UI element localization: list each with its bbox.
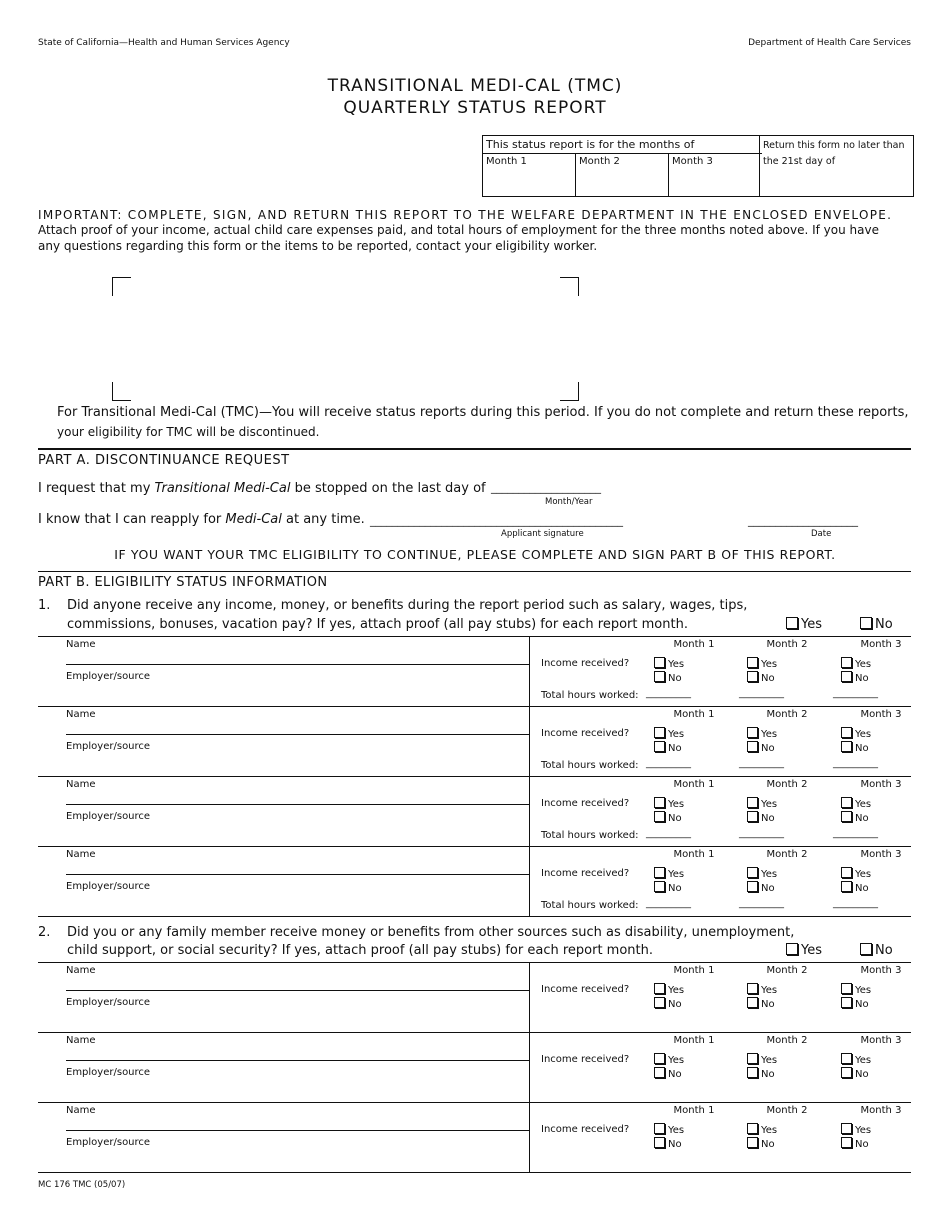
income-yes-option[interactable]: Yes	[747, 797, 777, 810]
hours-field[interactable]: _________	[739, 688, 784, 699]
address-window-corner-bl	[112, 382, 131, 401]
month1-label: Month 1	[486, 156, 527, 167]
employer-label: Employer/source	[66, 671, 151, 682]
income-received-label: Income received?	[541, 1054, 630, 1065]
name-label: Name	[66, 1105, 96, 1116]
income-row	[38, 1032, 911, 1102]
name-label: Name	[66, 639, 96, 650]
income-no-option[interactable]: No	[654, 741, 682, 754]
name-label: Name	[66, 779, 96, 790]
income-yes-option[interactable]: Yes	[654, 1053, 684, 1066]
checkbox-icon[interactable]	[654, 671, 665, 682]
income-yes-option[interactable]: Yes	[747, 1053, 777, 1066]
income-yes-option[interactable]: Yes	[747, 983, 777, 996]
income-yes-option[interactable]: Yes	[654, 867, 684, 880]
income-received-label: Income received?	[541, 658, 630, 669]
checkbox-icon[interactable]	[654, 881, 665, 892]
return-deadline-field[interactable]	[763, 138, 911, 170]
tmc-notice-line1: For Transitional Medi-Cal (TMC)—You will receive status reports during this period. If you do not complete and return these reports,	[57, 405, 909, 420]
name-field[interactable]	[66, 1130, 529, 1131]
month1-field[interactable]	[483, 154, 575, 196]
month3-label: Month 3	[672, 156, 713, 167]
hours-field[interactable]: _________	[646, 898, 691, 909]
income-row	[38, 706, 911, 776]
month-header: Month 1	[673, 639, 715, 650]
discontinue-request-text: I request that my Transitional Medi-Cal be stopped on the last day of	[38, 481, 486, 496]
name-field[interactable]	[66, 734, 529, 735]
checkbox-icon[interactable]	[841, 657, 852, 668]
q2-yes-option[interactable]: Yes	[786, 943, 822, 958]
month-header: Month 2	[766, 709, 808, 720]
income-yes-option[interactable]: Yes	[747, 1123, 777, 1136]
income-no-option[interactable]: No	[654, 671, 682, 684]
income-received-label: Income received?	[541, 868, 630, 879]
income-yes-option[interactable]: Yes	[841, 983, 871, 996]
checkbox-icon[interactable]	[747, 867, 758, 878]
month-header: Month 1	[673, 1035, 715, 1046]
checkbox-icon[interactable]	[654, 983, 665, 994]
form-title-line2: QUARTERLY STATUS REPORT	[343, 98, 607, 118]
important-line2: Attach proof of your income, actual child care expenses paid, and total hours of employment for the three months noted above. If you have	[38, 223, 879, 237]
total-hours-label: Total hours worked:	[541, 830, 639, 841]
part-b-heading: PART B. ELIGIBILITY STATUS INFORMATION	[38, 575, 328, 590]
hours-field[interactable]: _________	[833, 898, 878, 909]
checkbox-icon[interactable]	[841, 797, 852, 808]
checkbox-icon[interactable]	[654, 797, 665, 808]
address-window-corner-tl	[112, 277, 131, 296]
q1-line1: Did anyone receive any income, money, or benefits during the report period such as salary, wages, tips,	[67, 598, 748, 613]
income-no-option[interactable]: No	[747, 997, 775, 1010]
important-line1: IMPORTANT: COMPLETE, SIGN, AND RETURN THIS REPORT TO THE WELFARE DEPARTMENT IN THE ENCLOSED ENVELOPE.	[38, 208, 893, 222]
month-header: Month 1	[673, 779, 715, 790]
checkbox-icon[interactable]	[841, 1067, 852, 1078]
income-no-option[interactable]: No	[841, 811, 869, 824]
checkbox-icon[interactable]	[841, 867, 852, 878]
month-header: Month 3	[860, 1035, 902, 1046]
checkbox-icon[interactable]	[747, 1053, 758, 1064]
divider	[38, 571, 911, 572]
q1-number: 1.	[38, 598, 51, 613]
checkbox-icon[interactable]	[654, 867, 665, 878]
month-header: Month 3	[860, 709, 902, 720]
checkbox-icon[interactable]	[654, 1123, 665, 1134]
month-header: Month 2	[766, 1105, 808, 1116]
income-no-option[interactable]: No	[654, 1067, 682, 1080]
month-header: Month 2	[766, 779, 808, 790]
income-no-option[interactable]: No	[747, 1137, 775, 1150]
name-field[interactable]	[66, 804, 529, 805]
checkbox-icon[interactable]	[654, 741, 665, 752]
checkbox-icon[interactable]	[841, 811, 852, 822]
name-field[interactable]	[66, 874, 529, 875]
income-no-option[interactable]: No	[747, 811, 775, 824]
hours-field[interactable]: _________	[646, 828, 691, 839]
name-label: Name	[66, 709, 96, 720]
total-hours-label: Total hours worked:	[541, 690, 639, 701]
income-no-option[interactable]: No	[841, 1137, 869, 1150]
checkbox-icon[interactable]	[841, 741, 852, 752]
month-header: Month 3	[860, 849, 902, 860]
income-received-label: Income received?	[541, 728, 630, 739]
month-header: Month 1	[673, 965, 715, 976]
month-year-caption: Month/Year	[545, 497, 593, 507]
income-yes-option[interactable]: Yes	[654, 727, 684, 740]
checkbox-icon[interactable]	[747, 983, 758, 994]
month-header: Month 2	[766, 639, 808, 650]
months-box-label: This status report is for the months of	[483, 136, 762, 154]
month-header: Month 1	[673, 849, 715, 860]
income-yes-option[interactable]: Yes	[654, 797, 684, 810]
income-row	[38, 962, 911, 1032]
department-name: Department of Health Care Services	[748, 38, 911, 48]
name-label: Name	[66, 1035, 96, 1046]
checkbox-icon[interactable]	[747, 1137, 758, 1148]
form-number: MC 176 TMC (05/07)	[38, 1180, 126, 1190]
month-header: Month 3	[860, 779, 902, 790]
checkbox-icon[interactable]	[747, 997, 758, 1008]
employer-label: Employer/source	[66, 1067, 151, 1078]
income-yes-option[interactable]: Yes	[841, 1053, 871, 1066]
q1-yes-option[interactable]: Yes	[786, 617, 822, 632]
checkbox-icon[interactable]	[747, 1067, 758, 1078]
income-received-label: Income received?	[541, 798, 630, 809]
return-line1: Return this form no later than	[763, 140, 905, 151]
months-box	[482, 135, 914, 197]
checkbox-icon[interactable]	[654, 811, 665, 822]
income-no-option[interactable]: No	[841, 671, 869, 684]
hours-field[interactable]: _________	[833, 828, 878, 839]
divider	[38, 448, 911, 450]
hours-field[interactable]: _________	[739, 898, 784, 909]
income-yes-option[interactable]: Yes	[841, 727, 871, 740]
checkbox-icon[interactable]	[747, 881, 758, 892]
employer-label: Employer/source	[66, 1137, 151, 1148]
income-yes-option[interactable]: Yes	[841, 867, 871, 880]
signature-caption: Applicant signature	[501, 529, 584, 539]
month-header: Month 3	[860, 1105, 902, 1116]
income-yes-option[interactable]: Yes	[841, 797, 871, 810]
checkbox-icon[interactable]	[747, 797, 758, 808]
month-header: Month 1	[673, 709, 715, 720]
reapply-text: I know that I can reapply for Medi-Cal at any time.	[38, 512, 365, 527]
month-header: Month 2	[766, 965, 808, 976]
q2-number: 2.	[38, 925, 51, 940]
hours-field[interactable]: _________	[739, 828, 784, 839]
checkbox-icon[interactable]	[841, 983, 852, 994]
income-yes-option[interactable]: Yes	[841, 1123, 871, 1136]
name-label: Name	[66, 849, 96, 860]
hours-field[interactable]: _________	[833, 758, 878, 769]
q2-no-option[interactable]: No	[860, 943, 893, 958]
employer-label: Employer/source	[66, 997, 151, 1008]
income-received-label: Income received?	[541, 984, 630, 995]
month-header: Month 3	[860, 639, 902, 650]
hours-field[interactable]: _________	[646, 688, 691, 699]
month-header: Month 2	[766, 849, 808, 860]
checkbox-icon[interactable]	[654, 657, 665, 668]
employer-label: Employer/source	[66, 881, 151, 892]
month3-field[interactable]	[669, 154, 759, 196]
checkbox-icon[interactable]	[747, 657, 758, 668]
hours-field[interactable]: _________	[833, 688, 878, 699]
checkbox-icon[interactable]	[841, 671, 852, 682]
income-no-option[interactable]: No	[747, 671, 775, 684]
checkbox-icon[interactable]	[786, 943, 798, 955]
hours-field[interactable]: _________	[739, 758, 784, 769]
income-row	[38, 636, 911, 706]
name-field[interactable]	[66, 990, 529, 991]
checkbox-icon[interactable]	[654, 997, 665, 1008]
name-field[interactable]	[66, 1060, 529, 1061]
checkbox-icon[interactable]	[654, 1067, 665, 1078]
income-yes-option[interactable]: Yes	[654, 657, 684, 670]
checkbox-icon[interactable]	[841, 1053, 852, 1064]
month2-field[interactable]	[576, 154, 668, 196]
income-row	[38, 776, 911, 846]
income-no-option[interactable]: No	[654, 811, 682, 824]
name-label: Name	[66, 965, 96, 976]
checkbox-icon[interactable]	[747, 727, 758, 738]
income-no-option[interactable]: No	[747, 881, 775, 894]
month-year-field[interactable]: ____________________	[491, 481, 601, 494]
return-line2: the 21st day of	[763, 156, 836, 167]
income-row	[38, 846, 911, 916]
income-yes-option[interactable]: Yes	[747, 727, 777, 740]
agency-name: State of California—Health and Human Services Agency	[38, 38, 290, 48]
checkbox-icon[interactable]	[841, 881, 852, 892]
important-line3: any questions regarding this form or the items to be reported, contact your eligibility worker.	[38, 239, 598, 253]
income-no-option[interactable]: No	[841, 741, 869, 754]
income-no-option[interactable]: No	[841, 1067, 869, 1080]
date-caption: Date	[811, 529, 832, 539]
q1-line2: commissions, bonuses, vacation pay? If yes, attach proof (all pay stubs) for each report month.	[67, 617, 688, 632]
checkbox-icon[interactable]	[786, 617, 798, 629]
income-yes-option[interactable]: Yes	[841, 657, 871, 670]
employer-label: Employer/source	[66, 811, 151, 822]
income-yes-option[interactable]: Yes	[747, 657, 777, 670]
address-window-corner-br	[560, 382, 579, 401]
continue-notice: IF YOU WANT YOUR TMC ELIGIBILITY TO CONTINUE, PLEASE COMPLETE AND SIGN PART B OF THIS REPORT.	[114, 547, 836, 562]
checkbox-icon[interactable]	[747, 811, 758, 822]
form-title-line1: TRANSITIONAL MEDI-CAL (TMC)	[327, 76, 623, 96]
income-no-option[interactable]: No	[654, 1137, 682, 1150]
name-field[interactable]	[66, 664, 529, 665]
tmc-notice-line2: your eligibility for TMC will be discontinued.	[57, 425, 320, 439]
part-a-heading: PART A. DISCONTINUANCE REQUEST	[38, 453, 290, 468]
income-no-option[interactable]: No	[841, 997, 869, 1010]
month-header: Month 1	[673, 1105, 715, 1116]
q2-line2: child support, or social security? If yes, attach proof (all pay stubs) for each report month.	[67, 943, 654, 958]
income-no-option[interactable]: No	[654, 997, 682, 1010]
checkbox-icon[interactable]	[654, 727, 665, 738]
checkbox-icon[interactable]	[654, 1137, 665, 1148]
signature-field[interactable]: ______________________________________________	[370, 514, 623, 527]
month-header: Month 2	[766, 1035, 808, 1046]
month2-label: Month 2	[579, 156, 620, 167]
checkbox-icon[interactable]	[860, 617, 872, 629]
month-header: Month 3	[860, 965, 902, 976]
income-no-option[interactable]: No	[747, 741, 775, 754]
income-row	[38, 1102, 911, 1172]
income-yes-option[interactable]: Yes	[747, 867, 777, 880]
checkbox-icon[interactable]	[860, 943, 872, 955]
income-no-option[interactable]: No	[747, 1067, 775, 1080]
total-hours-label: Total hours worked:	[541, 900, 639, 911]
total-hours-label: Total hours worked:	[541, 760, 639, 771]
checkbox-icon[interactable]	[747, 1123, 758, 1134]
income-no-option[interactable]: No	[654, 881, 682, 894]
employer-label: Employer/source	[66, 741, 151, 752]
income-yes-option[interactable]: Yes	[654, 983, 684, 996]
checkbox-icon[interactable]	[841, 1123, 852, 1134]
q2-line1: Did you or any family member receive money or benefits from other sources such as disability, unemployment,	[67, 925, 795, 940]
checkbox-icon[interactable]	[841, 997, 852, 1008]
checkbox-icon[interactable]	[654, 1053, 665, 1064]
checkbox-icon[interactable]	[747, 671, 758, 682]
date-field[interactable]: ____________________	[748, 514, 858, 527]
checkbox-icon[interactable]	[841, 1137, 852, 1148]
checkbox-icon[interactable]	[841, 727, 852, 738]
income-yes-option[interactable]: Yes	[654, 1123, 684, 1136]
address-window-corner-tr	[560, 277, 579, 296]
hours-field[interactable]: _________	[646, 758, 691, 769]
checkbox-icon[interactable]	[747, 741, 758, 752]
income-no-option[interactable]: No	[841, 881, 869, 894]
q1-no-option[interactable]: No	[860, 617, 893, 632]
income-received-label: Income received?	[541, 1124, 630, 1135]
